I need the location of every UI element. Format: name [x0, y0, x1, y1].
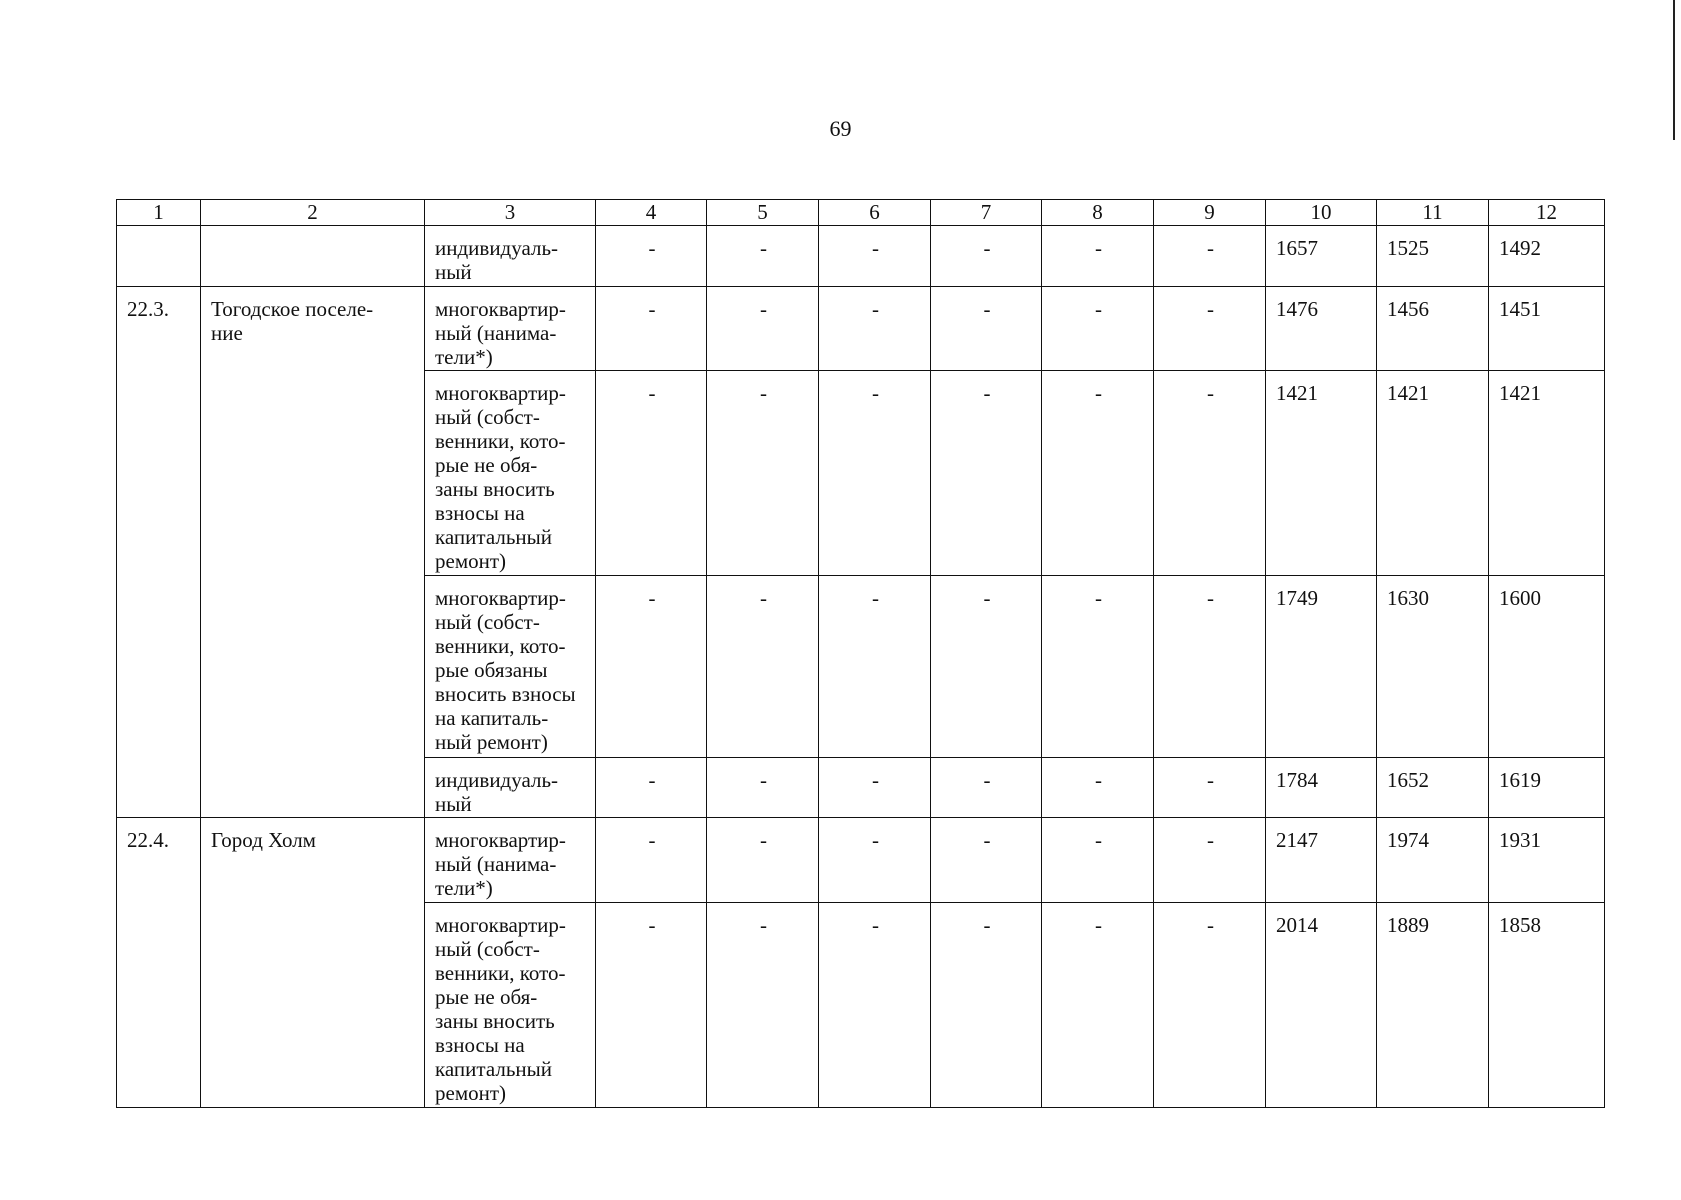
value-cell: -	[1042, 758, 1154, 818]
value-cell: -	[596, 758, 707, 818]
value-cell: -	[931, 818, 1042, 903]
value-cell: 1525	[1377, 226, 1489, 287]
value-cell: 1476	[1266, 287, 1377, 371]
row-number-cell	[117, 226, 201, 287]
column-header: 5	[707, 200, 819, 226]
value-cell: -	[707, 576, 819, 758]
housing-type-cell: многоквартир- ный (нанима- тели*)	[425, 818, 596, 903]
value-cell: -	[707, 287, 819, 371]
value-cell: 1456	[1377, 287, 1489, 371]
value-cell: -	[1154, 576, 1266, 758]
value-cell: -	[1154, 371, 1266, 576]
column-header: 4	[596, 200, 707, 226]
settlement-cell: Тогодское поселе- ние	[201, 287, 425, 818]
row-number-cell: 22.3.	[117, 287, 201, 818]
value-cell: 1421	[1266, 371, 1377, 576]
settlement-cell	[201, 226, 425, 287]
value-cell: -	[1154, 903, 1266, 1108]
value-cell: -	[819, 818, 931, 903]
value-cell: -	[596, 818, 707, 903]
value-cell: 1630	[1377, 576, 1489, 758]
value-cell: -	[707, 903, 819, 1108]
value-cell: 1858	[1489, 903, 1605, 1108]
value-cell: 1652	[1377, 758, 1489, 818]
column-header: 2	[201, 200, 425, 226]
value-cell: -	[1154, 818, 1266, 903]
page-number: 69	[829, 116, 852, 141]
value-cell: -	[819, 758, 931, 818]
value-cell: -	[1042, 576, 1154, 758]
column-header: 9	[1154, 200, 1266, 226]
value-cell: -	[1042, 818, 1154, 903]
value-cell: -	[707, 371, 819, 576]
value-cell: 1451	[1489, 287, 1605, 371]
value-cell: -	[1154, 758, 1266, 818]
value-cell: 1600	[1489, 576, 1605, 758]
column-header: 10	[1266, 200, 1377, 226]
value-cell: 2014	[1266, 903, 1377, 1108]
value-cell: 1492	[1489, 226, 1605, 287]
value-cell: 1974	[1377, 818, 1489, 903]
value-cell: 1889	[1377, 903, 1489, 1108]
value-cell: -	[931, 758, 1042, 818]
housing-type-cell: индивидуаль- ный	[425, 758, 596, 818]
value-cell: 1657	[1266, 226, 1377, 287]
value-cell: -	[707, 758, 819, 818]
value-cell: -	[1154, 287, 1266, 371]
value-cell: -	[931, 903, 1042, 1108]
value-cell: -	[819, 287, 931, 371]
value-cell: -	[707, 818, 819, 903]
column-header: 6	[819, 200, 931, 226]
value-cell: -	[1042, 287, 1154, 371]
value-cell: -	[1042, 371, 1154, 576]
value-cell: -	[931, 226, 1042, 287]
value-cell: -	[931, 576, 1042, 758]
housing-type-cell: многоквартир- ный (собст- венники, кото- рые не обя- заны вносить взносы на капитальный ремонт)	[425, 903, 596, 1108]
value-cell: 2147	[1266, 818, 1377, 903]
value-cell: 1749	[1266, 576, 1377, 758]
value-cell: 1931	[1489, 818, 1605, 903]
value-cell: -	[1042, 226, 1154, 287]
housing-type-cell: многоквартир- ный (собст- венники, кото- рые не обя- заны вносить взносы на капитальный ремонт)	[425, 371, 596, 576]
settlement-cell: Город Холм	[201, 818, 425, 1108]
housing-type-cell: многоквартир- ный (нанима- тели*)	[425, 287, 596, 371]
column-header: 1	[117, 200, 201, 226]
table-row	[117, 818, 1605, 903]
value-cell: -	[819, 226, 931, 287]
housing-type-cell: многоквартир- ный (собст- венники, кото- рые обязаны вносить взносы на капиталь- ный ремонт)	[425, 576, 596, 758]
value-cell: -	[819, 371, 931, 576]
value-cell: 1784	[1266, 758, 1377, 818]
tariff-table	[116, 199, 1605, 1108]
value-cell: 1421	[1377, 371, 1489, 576]
column-number-row	[117, 200, 1605, 226]
value-cell: -	[596, 226, 707, 287]
value-cell: -	[596, 371, 707, 576]
value-cell: -	[1154, 226, 1266, 287]
value-cell: -	[1042, 903, 1154, 1108]
value-cell: -	[931, 287, 1042, 371]
value-cell: -	[819, 903, 931, 1108]
value-cell: 1421	[1489, 371, 1605, 576]
table-row	[117, 226, 1605, 287]
column-header: 3	[425, 200, 596, 226]
value-cell: -	[819, 576, 931, 758]
row-number-cell: 22.4.	[117, 818, 201, 1108]
housing-type-cell: индивидуаль- ный	[425, 226, 596, 287]
column-header: 12	[1489, 200, 1605, 226]
column-header: 8	[1042, 200, 1154, 226]
value-cell: 1619	[1489, 758, 1605, 818]
value-cell: -	[596, 576, 707, 758]
value-cell: -	[596, 287, 707, 371]
column-header: 11	[1377, 200, 1489, 226]
value-cell: -	[707, 226, 819, 287]
value-cell: -	[596, 903, 707, 1108]
column-header: 7	[931, 200, 1042, 226]
table-row	[117, 287, 1605, 371]
value-cell: -	[931, 371, 1042, 576]
